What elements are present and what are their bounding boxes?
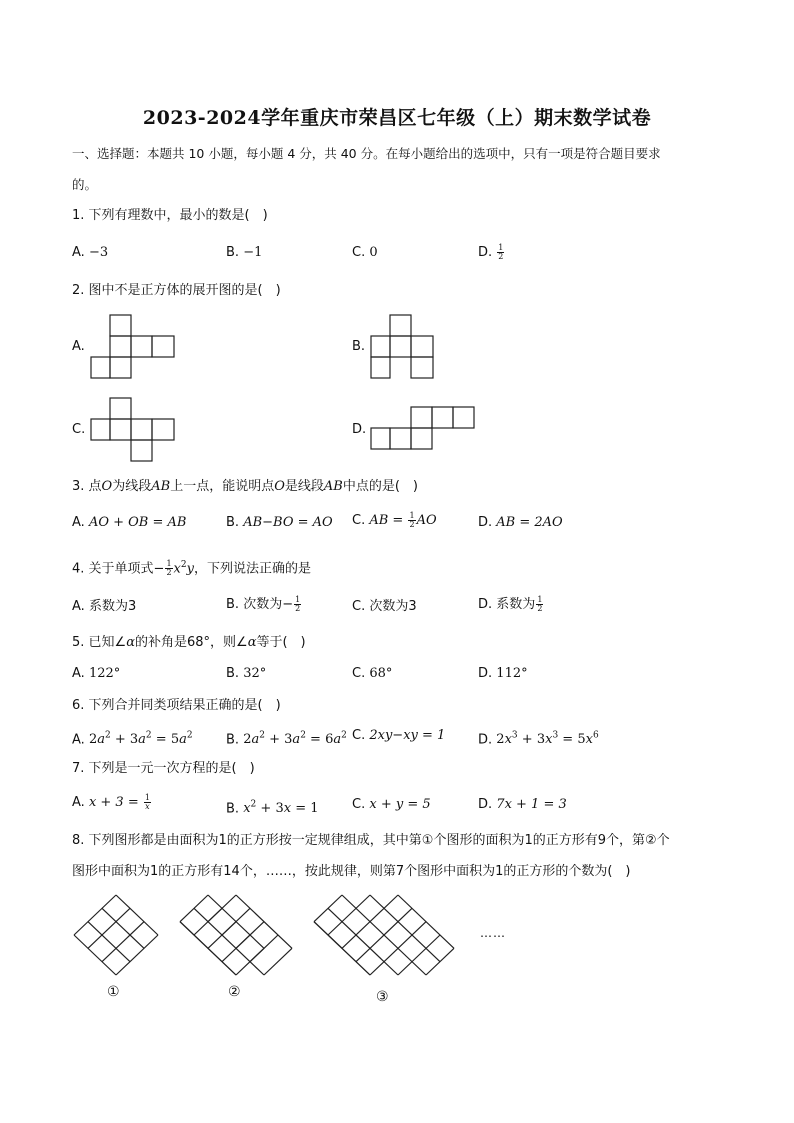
- q8-figure-2-label: ②: [228, 984, 241, 1000]
- q1-option-b[interactable]: [226, 244, 262, 262]
- q8-ellipsis: ……: [480, 926, 506, 940]
- option-label: A.: [72, 245, 85, 260]
- q6-stem: 6. 下列合并同类项结果正确的是( ): [72, 698, 281, 713]
- q7-option-d[interactable]: D. 7x + 1 = 3: [478, 797, 567, 812]
- q3-stem: 3. 点O为线段AB上一点，能说明点O是线段AB中点的是( ): [72, 479, 418, 494]
- q3-option-a[interactable]: A. AO + OB = AB: [72, 515, 187, 530]
- q2-net-b: [368, 314, 438, 382]
- q4-stem: 4. 关于单项式− $\frac{1}{2}$ $x^2y$，下列说法正确的是: [72, 559, 311, 578]
- q6-option-b[interactable]: B. $2a^2 + 3a^2 = 6a^2$: [226, 731, 347, 748]
- option-value: −1: [243, 245, 263, 260]
- q3-option-b[interactable]: B. AB−BO = AO: [226, 515, 333, 530]
- q5-option-c[interactable]: C. 68°: [352, 666, 393, 681]
- q2-net-d: [368, 406, 480, 454]
- q1-option-a[interactable]: [72, 244, 108, 262]
- q8-figure-2: [178, 893, 294, 977]
- q2-option-d-label[interactable]: D.: [352, 422, 367, 437]
- option-value: 0: [369, 245, 378, 260]
- q2-net-a: [88, 314, 180, 382]
- q5-option-a[interactable]: A. 122°: [72, 666, 121, 681]
- q8-figure-1-label: ①: [107, 984, 120, 1000]
- section-instruction-line1: 一、选择题：本题共 10 小题，每小题 4 分，共 40 分。在每小题给出的选项中，只有一项是符合题目要求: [72, 146, 661, 161]
- q3-option-c[interactable]: C. AB = $\frac{1}{2}$ AO: [352, 511, 437, 529]
- q2-net-c: [88, 397, 180, 465]
- q1-option-d[interactable]: [478, 244, 505, 262]
- option-label: D.: [478, 245, 493, 260]
- fraction: $\frac{1}{2}$: [166, 559, 172, 578]
- q2-stem: 2. 图中不是正方体的展开图的是( ): [72, 283, 281, 298]
- q8-stem-line2: 图形中面积为1的正方形有14个，……，按此规律，则第7个图形中面积为1的正方形的个数为( ): [72, 864, 631, 879]
- q1-stem: 1. 下列有理数中，最小的数是( ): [72, 208, 268, 223]
- page-title: 2023-2024学年重庆市荣昌区七年级（上）期末数学试卷: [142, 107, 652, 129]
- q4-option-b[interactable]: B. 次数为− $\frac{1}{2}$: [226, 595, 301, 613]
- q5-option-b[interactable]: B. 32°: [226, 666, 267, 681]
- q1-option-c[interactable]: [352, 244, 378, 262]
- q8-stem-line1: 8. 下列图形都是由面积为1的正方形按一定规律组成，其中第①个图形的面积为1的正方形有9个，第②个: [72, 833, 670, 848]
- q4-option-c[interactable]: C. 次数为3: [352, 599, 417, 614]
- q5-option-d[interactable]: D. 112°: [478, 666, 528, 681]
- fraction: $\frac{1}{x}$: [144, 793, 150, 811]
- q7-option-a[interactable]: A. x + 3 = $\frac{1}{x}$: [72, 793, 150, 811]
- fraction: $\frac{1}{2}$: [498, 243, 504, 261]
- fraction: $\frac{1}{2}$: [295, 595, 301, 613]
- q6-option-a[interactable]: A. $2a^2 + 3a^2 = 5a^2$: [72, 731, 193, 748]
- q3-option-d[interactable]: D. AB = 2AO: [478, 515, 563, 530]
- option-label: C.: [352, 245, 366, 260]
- q8-figure-1: [72, 893, 160, 977]
- q5-stem: 5. 已知∠α的补角是68°，则∠α等于( ): [72, 635, 306, 650]
- q7-option-c[interactable]: C. x + y = 5: [352, 797, 431, 812]
- q7-option-b[interactable]: B. $x^2 + 3x = 1$: [226, 800, 319, 817]
- option-label: B.: [226, 245, 240, 260]
- q2-option-c-label[interactable]: C.: [72, 422, 86, 437]
- option-value: −3: [88, 245, 109, 260]
- q4-option-d[interactable]: D. 系数为 $\frac{1}{2}$: [478, 595, 543, 613]
- q6-option-c[interactable]: C. 2xy−xy = 1: [352, 728, 446, 743]
- q2-option-b-label[interactable]: B.: [352, 339, 366, 354]
- q7-stem: 7. 下列是一元一次方程的是( ): [72, 761, 255, 776]
- fraction: $\frac{1}{2}$: [409, 511, 415, 529]
- section-instruction-line2: 的。: [72, 177, 98, 192]
- q6-option-d[interactable]: D. $2x^3 + 3x^3 = 5x^6$: [478, 731, 599, 748]
- q8-figure-3: [312, 893, 458, 983]
- fraction: $\frac{1}{2}$: [537, 595, 543, 613]
- q8-figure-3-label: ③: [376, 989, 389, 1005]
- q2-option-a-label[interactable]: A.: [72, 339, 85, 354]
- q4-option-a[interactable]: A. 系数为3: [72, 599, 137, 614]
